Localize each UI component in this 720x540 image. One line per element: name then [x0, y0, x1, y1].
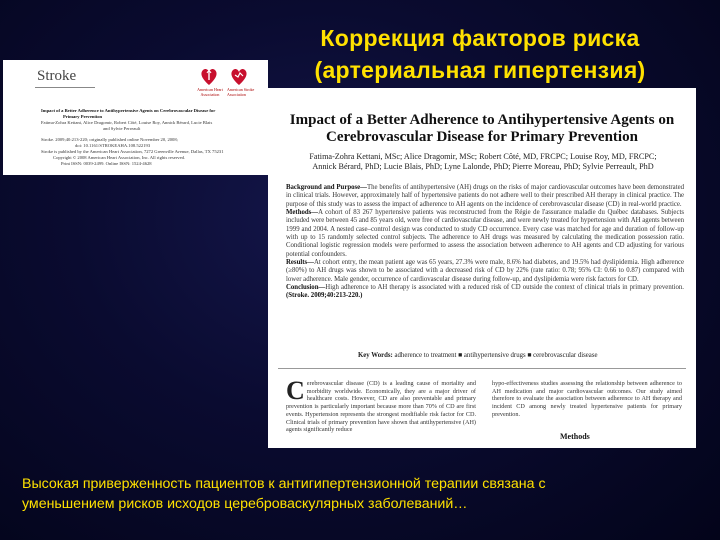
- abstract-methods-text: A cohort of 83 267 hypertensive patients was reconstructed from the Régie de l'assurance maladie du Québec databases. Subjects included were between 45 and 85 years old, were free of cardiovascular disease, and were newly treated for hypertension with AH agents between 1999 and 2004. A nested case–control design was conducted to study CD occurrence. Every case was matched for age and duration of follow-up with up to 15 randomly selected control subjects. The adherence to AH drugs was measured by calculating the medication possession ratio. Conditional logistic regression models were performed to assess the association between adherence to AH agents and CD adjusting for various potential confounders.: [286, 209, 684, 258]
- paper-methods-heading: Methods: [560, 432, 590, 441]
- card-article-title-cont: Primary Prevention: [63, 114, 103, 119]
- paper-keywords: [358, 352, 678, 360]
- paper-title-line2: Cerebrovascular Disease for Primary Prevention: [326, 129, 638, 145]
- paper-dropcap: C: [286, 376, 305, 405]
- abstract-citation: (Stroke. 2009;40:213-220.): [286, 292, 363, 300]
- slide-caption-line1: Высокая приверженность пациентов к антигипертензионной терапии связана с: [22, 476, 546, 492]
- slide-title-line2: (артериальная гипертензия): [314, 57, 646, 83]
- paper-authors-line1: Fatima-Zohra Kettani, MSc; Alice Dragomir, MSc; Robert Côté, MD, FRCPC; Louise Roy, MD, FRCPC;: [309, 152, 657, 161]
- paper-authors-line2: Annick Bérard, PhD; Lucie Blais, PhD; Lyne Lalonde, PhD; Pierre Moreau, PhD; Sylvie Perreault, PhD: [312, 162, 654, 171]
- paper-body-right-text: hypo-effectiveness studies assessing the relationship between adherence to AH medication and major cardiovascular outcomes. Our study aimed therefore to evaluate the association between adherence to AH therapy and incident CD among newly treated hypertensive patients for primary prevention.: [492, 380, 682, 418]
- journal-rule: [35, 87, 95, 88]
- slide-caption-line2: уменьшением рисков исходов цереброваскулярных заболеваний…: [22, 496, 468, 512]
- card-citation: Stroke. 2009;40:213-220; originally published online November 20, 2008;: [41, 137, 178, 142]
- slide-caption: [22, 474, 702, 514]
- paper-title-line1: Impact of a Better Adherence to Antihypertensive Agents on: [289, 112, 675, 128]
- card-article-title: Impact of a Better Adherence to Antihypertensive Agents on Cerebrovascular Disease for: [41, 108, 216, 113]
- abstract-background-label: Background and Purpose—: [286, 184, 367, 191]
- card-copyright: Copyright © 2008 American Heart Association, Inc. All rights reserved.: [53, 155, 186, 160]
- paper-title: [278, 112, 686, 146]
- journal-header-card: [3, 60, 268, 175]
- abstract-conclusion-label: Conclusion—: [286, 284, 326, 292]
- keywords-label: Key Words:: [358, 352, 393, 359]
- paper-body-left-text: erebrovascular disease (CD) is a leading cause of mortality and morbidity worldwide. Economically, they are a major driver of healthcare costs. However, CD are also preventable and primary prevention is particularly important because more than 70% of CD are first events. Hypertension represents the strongest modifiable risk factor for CD. Clinical trials of primary prevention have shown that antihypertensive (AH) agents significantly reduce: [286, 380, 476, 434]
- abstract-results-text: At cohort entry, the mean patient age was 65 years, 27.3% were male, 8.6% had diabetes, and 19.5% had dyslipidemia. High adherence (≥80%) to AH drugs was shown to be associated with a decreased risk of CD by 22% (rate ratio: 0.78; 95% CI: 0.66 to 0.87) compared with lower adherence. Male gender, occurrence of cardiovascular disease during follow-up, and dyslipidemia were risk factors for CD.: [286, 259, 684, 283]
- abstract-conclusion-text: High adherence to AH therapy is associated with a reduced risk of CD outside the context of clinical trials in primary prevention.: [325, 284, 684, 292]
- keywords-text: adherence to treatment ■ antihypertensive drugs ■ cerebrovascular disease: [394, 352, 598, 359]
- paper-body-column-left: [286, 376, 476, 434]
- paper-authors: [288, 152, 678, 172]
- card-doi: doi: 10.1161/STROKEAHA.108.522193: [75, 143, 151, 148]
- abstract-background-text: The benefits of antihypertensive (AH) drugs on the risks of major cardiovascular outcomes have been demonstrated in clinical trials. However, approximately half of hypertensive patients do not adhere well to their prescribed AH therapy in clinical practice. The purpose of this study was to assess the impact of adherence to AH agents on the incidence of cerebrovascular disease (CD) in real-world practice.: [286, 184, 685, 208]
- paper-abstract: [286, 184, 684, 301]
- aha-label: American Heart Association: [197, 87, 223, 97]
- paper-divider: [278, 368, 686, 369]
- journal-name: Stroke: [37, 68, 77, 84]
- card-publisher: Stroke is published by the American Heart Association, 7272 Greenville Avenue, Dallas, TX 75231: [41, 149, 224, 154]
- card-authors-cont: and Sylvie Perreault: [103, 126, 141, 131]
- slide-title: [250, 22, 710, 86]
- card-authors: Fatima-Zohra Kettani, Alice Dragomir, Robert Côté, Louise Roy, Annick Bérard, Lucie Blais: [41, 120, 213, 125]
- aha-heart-torch-icon: [199, 65, 219, 87]
- paper-page-image: [268, 88, 696, 448]
- slide-title-line1: Коррекция факторов риска: [320, 25, 640, 51]
- abstract-methods-label: Methods—: [286, 209, 319, 217]
- card-issn: Print ISSN: 0039-2499. Online ISSN: 1524-4628: [61, 161, 152, 166]
- asa-logo-icon: [229, 65, 249, 87]
- abstract-results-label: Results—: [286, 259, 314, 267]
- asa-label: American Stroke Association: [227, 87, 255, 97]
- paper-body-column-right: [492, 380, 682, 419]
